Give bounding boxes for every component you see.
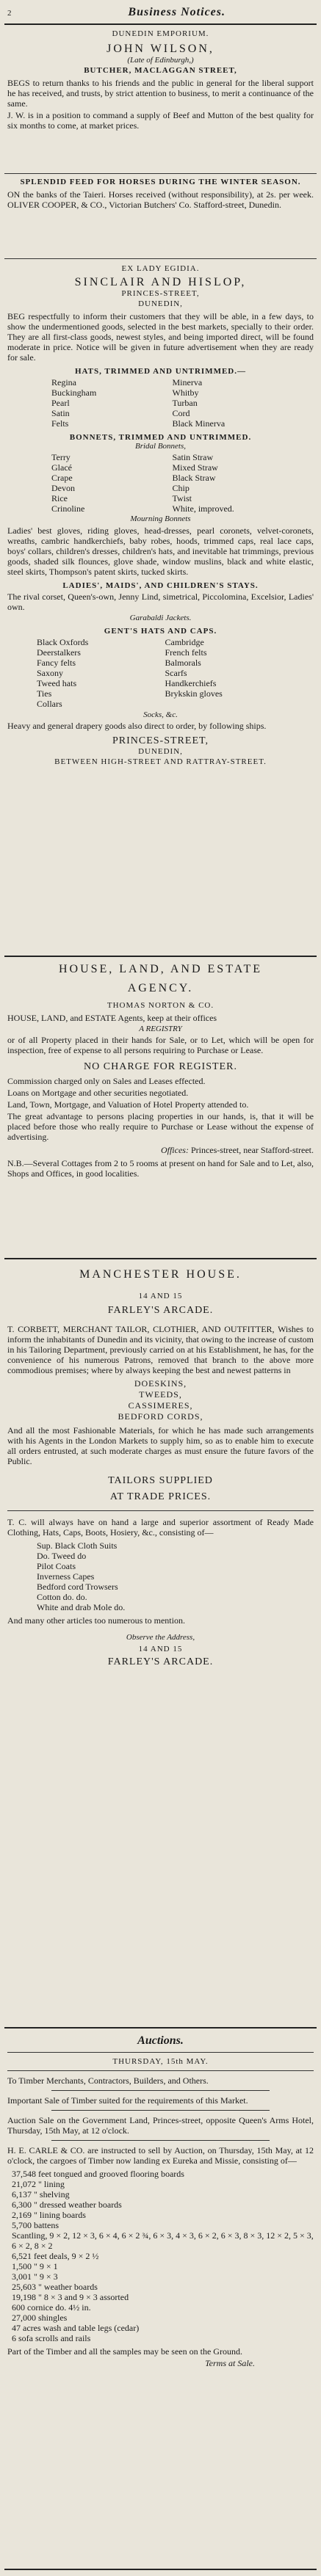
ad-horse-feed — [7, 178, 314, 210]
ad-note: J. W. is in a position to command a supply of Beef and Mutton of the best quality for six months to come, at market prices. — [7, 110, 314, 131]
ad-estate-agency — [7, 963, 314, 1179]
section-title: Auctions. — [137, 2034, 184, 2047]
loans: Loans on Mortgage and other securities negotiated. — [7, 1088, 189, 1098]
ad-body2: And all the most Fashionable Materials, for which he has made such arrangements with his Agents in the London Markets to supply him, so as to enable him to execute all orders entrusted, at such moderate charges as must ensure the future favors of the Public. — [7, 1425, 314, 1466]
list-item: 600 cornice do. 4½ in. — [12, 2302, 91, 2313]
auction-date: THURSDAY, 15th MAY. — [112, 2057, 209, 2066]
ad-body: ON the banks of the Taieri. Horses received (without responsibility), at 2s. per week. OLIVER COOPER, & CO., Victorian Butchers' Co. Stafford-street, Dunedin. — [7, 189, 314, 210]
ad-city: DUNEDIN, — [138, 299, 183, 308]
list-item: Ties — [37, 688, 52, 699]
list-item: 6 sofa scrolls and rails — [12, 2333, 91, 2343]
list-item: Scarfs — [165, 668, 187, 678]
bonnets-list — [51, 452, 284, 514]
list-item: 6,300 " dressed weather boards — [12, 2200, 122, 2210]
list-item: 21,072 " lining — [12, 2179, 65, 2189]
valuation: Land, Town, Mortgage, and Valuation of Hotel Property attended to. — [7, 1099, 249, 1110]
list-item: Whitby — [172, 388, 199, 398]
divider — [51, 2090, 270, 2091]
divider — [4, 23, 317, 25]
list-item: French felts — [165, 647, 207, 658]
ad-heading: DUNEDIN EMPORIUM. — [112, 29, 209, 38]
ad-name: JOHN WILSON, — [107, 43, 214, 55]
stock-intro: T. C. will always have on hand a large and superior assortment of Ready Made Clothing, Hats, Caps, Boots, Hosiery, &c., consisting of— — [7, 1517, 314, 1538]
divider — [4, 1258, 317, 1259]
list-item: Balmorals — [165, 658, 201, 668]
list-item: Pearl — [51, 398, 70, 408]
list-item: Tweed hats — [37, 678, 77, 688]
hats-heading: HATS, TRIMMED AND UNTRIMMED.— — [74, 367, 246, 376]
list-item: Bedford cord Trowsers — [37, 1582, 118, 1592]
ad-firm: THOMAS NORTON & CO. — [107, 1001, 214, 1010]
divider — [4, 258, 317, 259]
ad-title: SINCLAIR AND HISLOP, — [74, 276, 247, 288]
list-item: 25,603 " weather boards — [12, 2282, 98, 2292]
auction-important: Important Sale of Timber suited for the requirements of this Market. — [7, 2095, 248, 2106]
list-item: CASSIMERES, — [128, 1400, 193, 1411]
list-item: Devon — [51, 483, 75, 493]
ad-body1: T. CORBETT, MERCHANT TAILOR, CLOTHIER, AND OUTFITTER, Wishes to inform the inhabitants of Dunedin and its vicinity, that owing to the increase of custom in his Tailoring Department, previously carried on at his Establishment, he has, for the convenience of his numerous Patrons, removed that branch to the above more commodious premises; where by always keeping the best and newest patterns in — [7, 1324, 314, 1375]
list-item: Mixed Straw — [172, 462, 218, 473]
list-item: 37,548 feet tongued and grooved flooring boards — [12, 2169, 184, 2179]
list-item: Collars — [37, 699, 62, 709]
list-item: Twist — [172, 493, 192, 503]
divider — [51, 2140, 270, 2141]
list-item: Cambridge — [165, 637, 204, 647]
list-item: 2,169 " lining boards — [12, 2210, 86, 2220]
bonnets-sub: Bridal Bonnets, — [134, 442, 187, 451]
stock-outro: And many other articles too numerous to mention. — [7, 1615, 185, 1626]
list-item: Cotton do. do. — [37, 1592, 87, 1602]
ad-arcade: FARLEY'S ARCADE. — [107, 1305, 214, 1316]
bonnets-heading: BONNETS, TRIMMED AND UNTRIMMED. — [69, 433, 252, 442]
ladies-body: Ladies' best gloves, riding gloves, head-dresses, pearl coronets, velvet-coronets, wreaths, cambric handkerchiefs, baby robes, hoods, trimmed caps, real lace caps, boys' collars, children's dresses, children's hats, and inevitable hat trimmings, previous goods, shaded silk flounces, glove shade, window muslins, black and white elastic, steel skirts, Thompson's patent skirts, tucked skirts. — [7, 525, 314, 577]
list-item: 5,700 battens — [12, 2220, 59, 2230]
list-item: Black Oxfords — [37, 637, 89, 647]
nb-note: N.B.—Several Cottages from 2 to 5 rooms at present on hand for Sale and to Let, also, Shops and Offices, in good localities. — [7, 1158, 314, 1179]
observe-numbers: 14 AND 15 — [138, 1645, 183, 1653]
list-item: White, improved. — [172, 503, 234, 514]
ad-pretitle: EX LADY EGIDIA. — [121, 264, 200, 273]
no-charge-heading: NO CHARGE FOR REGISTER. — [84, 1061, 237, 1072]
list-item: 27,000 shingles — [12, 2313, 68, 2323]
list-item: Black Minerva — [172, 418, 226, 429]
list-item: Buckingham — [51, 388, 97, 398]
observe: Observe the Address, — [126, 1633, 195, 1642]
ad-body: BEG respectfully to inform their customers that they will be able, in a few days, to show the undermentioned goods, selected in the best markets, specially to their order. They are all first-class goods, newest styles, and being imported direct, will be found moderate in price. Notice will be given in future advertisement when they are ready for sale. — [7, 311, 314, 363]
observe-arcade: FARLEY'S ARCADE. — [107, 1656, 214, 1667]
gents-heading: GENT'S HATS AND CAPS. — [104, 627, 217, 636]
ad-title-line2: AGENCY. — [127, 982, 194, 994]
section-title: Business Notices. — [128, 6, 226, 18]
list-item: Regina — [51, 377, 76, 388]
folio: 2 — [7, 9, 12, 18]
drapery-note: Heavy and general drapery goods also direct to order, by following ships. — [7, 721, 267, 731]
auction-terms: Terms at Sale. — [205, 2358, 255, 2368]
list-item: Terry — [51, 452, 71, 462]
gents-list — [37, 637, 284, 709]
stays-heading: LADIES', MAIDS', AND CHILDREN'S STAYS. — [62, 581, 259, 590]
divider — [4, 956, 317, 957]
hats-list — [51, 377, 284, 429]
list-item: 47 acres wash and table legs (cedar) — [12, 2323, 140, 2333]
ad-title-line1: HOUSE, LAND, AND ESTATE — [58, 963, 263, 975]
list-item: Satin Straw — [172, 452, 214, 462]
ad-registry-body: or of all Property placed in their hands for Sale, or to Let, which will be open for inspection, free of expense to all persons requiring to Purchase or Lease. — [7, 1035, 314, 1055]
list-item: Crinoline — [51, 503, 85, 514]
list-item: Saxony — [37, 668, 63, 678]
auctions-section — [7, 2034, 314, 2369]
divider — [7, 1510, 314, 1511]
offices-address: Princes-street, near Stafford-street. — [190, 1145, 314, 1155]
list-item: Glacé — [51, 462, 72, 473]
ad-registry: A REGISTRY — [139, 1025, 182, 1033]
list-item: Pilot Coats — [37, 1561, 76, 1571]
footer-between: BETWEEN HIGH-STREET AND RATTRAY-STREET. — [54, 757, 267, 766]
list-item: Fancy felts — [37, 658, 76, 668]
footer-street: PRINCES-STREET, — [112, 735, 209, 746]
trade-prices: AT TRADE PRICES. — [109, 1491, 212, 1502]
list-item: Crape — [51, 473, 73, 483]
ad-trade: BUTCHER, MACLAGGAN STREET, — [84, 66, 237, 75]
list-item: 6,521 feet deals, 9 × 2 ½ — [12, 2251, 99, 2261]
list-item: 6,137 " shelving — [12, 2189, 70, 2200]
list-item: Minerva — [172, 377, 203, 388]
ad-subtitle: (Late of Edinburgh,) — [127, 56, 194, 65]
list-item: Scantling, 9 × 2, 12 × 3, 6 × 4, 6 × 2 ¾, 6 × 3, 4 × 3, 6 × 2, 6 × 3, 8 × 3, 12 × 2, 5 × 3, 6 × 2, 8 × 2 — [12, 2230, 314, 2251]
list-item: White and drab Mole do. — [37, 1602, 126, 1612]
divider — [4, 2569, 317, 2570]
divider — [7, 2052, 314, 2053]
list-item: 1,500 " 9 × 1 — [12, 2261, 58, 2271]
list-item: TWEEDS, — [139, 1389, 182, 1400]
page-header — [7, 6, 314, 19]
advantage: The great advantage to persons placing properties in our hands, is, that it will be placed before those who really require to Purchase or Lease without the expense of advertising. — [7, 1111, 314, 1142]
garibaldi: Garabaldi Jackets. — [129, 614, 192, 622]
auction-body: H. E. CARLE & CO. are instructed to sell by Auction, on Thursday, 15th May, at 12 o'clock, the cargoes of Timber now landing ex Eureka and Missie, consisting of— — [7, 2145, 314, 2166]
list-item: Black Straw — [172, 473, 216, 483]
list-item: Brykskin gloves — [165, 688, 223, 699]
stays-body: The rival corset, Queen's-own, Jenny Lind, simetrical, Piccolomina, Excelsior, Ladies' own. — [7, 592, 314, 612]
list-item: Sup. Black Cloth Suits — [37, 1540, 118, 1551]
socks: Socks, &c. — [143, 710, 178, 719]
ad-sinclair-hislop — [7, 264, 314, 766]
list-item: 19,198 " 8 × 3 and 9 × 3 assorted — [12, 2292, 129, 2302]
list-item: Rice — [51, 493, 68, 503]
list-item — [165, 699, 285, 709]
timber-list — [12, 2169, 314, 2343]
divider — [4, 2027, 317, 2029]
stock-list — [37, 1540, 314, 1612]
auction-sale-place: Auction Sale on the Government Land, Princes-street, opposite Queen's Arms Hotel, Thursday, 15th May, at 12 o'clock. — [7, 2115, 314, 2136]
divider — [51, 2110, 270, 2111]
list-item: Inverness Capes — [37, 1571, 95, 1582]
list-item: Cord — [172, 408, 190, 418]
auction-to: To Timber Merchants, Contractors, Builders, and Others. — [7, 2075, 209, 2086]
mourning: Mourning Bonnets — [130, 514, 191, 523]
ad-title: MANCHESTER HOUSE. — [79, 1268, 242, 1281]
list-item: DOESKINS, — [134, 1378, 187, 1389]
list-item: Satin — [51, 408, 70, 418]
ad-intro: HOUSE, LAND, and ESTATE Agents, keep at their offices — [7, 1013, 217, 1023]
goods-list — [7, 1378, 314, 1422]
list-item: Handkerchiefs — [165, 678, 217, 688]
footer-city: DUNEDIN, — [138, 747, 183, 756]
list-item: Deerstalkers — [37, 647, 81, 658]
list-item: Felts — [51, 418, 69, 429]
commission: Commission charged only on Sales and Leases effected. — [7, 1076, 206, 1086]
offices — [7, 1145, 314, 1155]
list-item: Do. Tweed do — [37, 1551, 87, 1561]
list-item: Turban — [172, 398, 198, 408]
offices-label: Offices: — [160, 1145, 189, 1155]
ad-street: PRINCES-STREET, — [121, 289, 200, 298]
divider — [7, 2070, 314, 2071]
ad-body: BEGS to return thanks to his friends and the public in general for the liberal support he has received, and trusts, by strict attention to business, to merit a continuance of the same. — [7, 78, 314, 109]
auction-outro: Part of the Timber and all the samples may be seen on the Ground. — [7, 2346, 242, 2357]
divider — [4, 173, 317, 174]
ad-dunedin-emporium — [7, 29, 314, 131]
list-item: Chip — [172, 483, 190, 493]
list-item: BEDFORD CORDS, — [118, 1411, 203, 1422]
tailors-heading: TAILORS SUPPLIED — [108, 1475, 213, 1486]
ad-manchester-house — [7, 1268, 314, 1668]
ad-numbers: 14 AND 15 — [138, 1292, 183, 1300]
ad-heading: SPLENDID FEED FOR HORSES DURING THE WINTER SEASON. — [20, 178, 301, 186]
list-item: 3,001 " 9 × 3 — [12, 2271, 58, 2282]
